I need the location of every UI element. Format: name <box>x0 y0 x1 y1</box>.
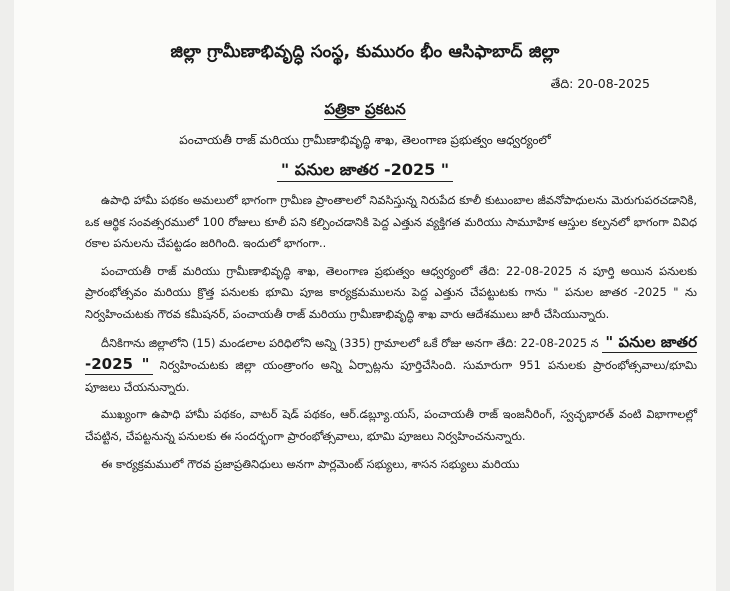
paragraph-5: ఈ కార్యక్రమములో గౌరవ ప్రజాప్రతినిధులు అనగా పార్లమెంట్ సభ్యులు, శాసన సభ్యులు మరియు <box>101 456 520 471</box>
event-highlight: " పనుల జాతర -2025 " <box>85 332 697 374</box>
press-release-page <box>14 0 716 591</box>
press-release-title-text: పత్రికా ప్రకటన <box>324 100 406 118</box>
paragraph-3-end: నిర్వహించుటకు జిల్లా యంత్రాంగం అన్ని ఏర్పాట్లను పూర్తిచేసింది. సుమారుగా 951 పనులకు ప్రారంభోత్సవాలు/భూమి పూజలు చేయనున్నారు. <box>85 358 697 394</box>
release-date: తేది: 20-08-2025 <box>550 76 650 91</box>
release-body <box>85 190 697 481</box>
paragraph-2: పంచాయతీ రాజ్ మరియు గ్రామీణాభివృద్ధి శాఖ, తెలంగాణ ప్రభుత్వం ఆధ్వర్యంలో తేది: 22-08-2025 న పూర్తి అయిన పనులకు ప్రారంభోత్సవం మరియు క్రొత్త పనులకు భూమి పూజ కార్యక్రమములను పెద్ద ఎత్తున చేపట్టుటకు గాను " పనుల జాతర -2025 " ను నిర్వహించుటకు గౌరవ కమీషనర్, పంచాయతీ రాజ్ మరియు గ్రామీణాభివృద్ధి శాఖ వారు ఆదేశములు జారీ చేసియున్నారు. <box>85 263 697 321</box>
event-title-text: " పనుల జాతర -2025 " <box>277 160 453 182</box>
paragraph-3-start: దీనికిగాను జిల్లాలోని (15) మండలాల పరిధిలోని అన్ని (335) గ్రామాలలో ఒకే రోజు అనగా తేది: 22-08-2025 న <box>101 335 599 350</box>
paragraph-3 <box>85 332 697 399</box>
paragraph-1: ఉపాధి హామీ పథకం అమలులో భాగంగా గ్రామీణ ప్రాంతాలలో నివసిస్తున్న నిరుపేద కూలీ కుటుంబాల జీవనోపాధులను మెరుగుపరచడానికి, ఒక ఆర్థిక సంవత్సరములో 100 రోజులు కూలీ పని కల్పించడానికి పెద్ద ఎత్తున వ్యక్తిగత మరియు సామూహిక ఆస్తుల కల్పనలో భాగంగా వివిధ రకాల పనులను చేపట్టడం జరిగింది. ఇందులో భాగంగా.. <box>85 193 697 251</box>
department-subtitle: పంచాయతీ రాజ్ మరియు గ్రామీణాభివృద్ధి శాఖ, తెలంగాణ ప్రభుత్వం ఆధ్వర్యంలో <box>179 133 551 147</box>
event-title <box>14 160 716 183</box>
paragraph-4: ముఖ్యంగా ఉపాధి హామీ పథకం, వాటర్ షెడ్ పథకం, ఆర్.డబ్ల్యూ.యస్, పంచాయతీ రాజ్ ఇంజనీరింగ్, స్వచ్ఛభారత్ వంటి విభాగాలల్లో చేపట్టిన, చేపట్టనున్న పనులకు ఈ సందర్భంగా ప్రారంభోత్సవాలు, భూమి పూజలు నిర్వహించనున్నారు. <box>85 407 697 443</box>
org-title: జిల్లా గ్రామీణాభివృద్ధి సంస్థ, కుమురం భీం ఆసిఫాబాద్ జిల్లా <box>170 42 560 62</box>
press-release-title <box>14 100 716 122</box>
